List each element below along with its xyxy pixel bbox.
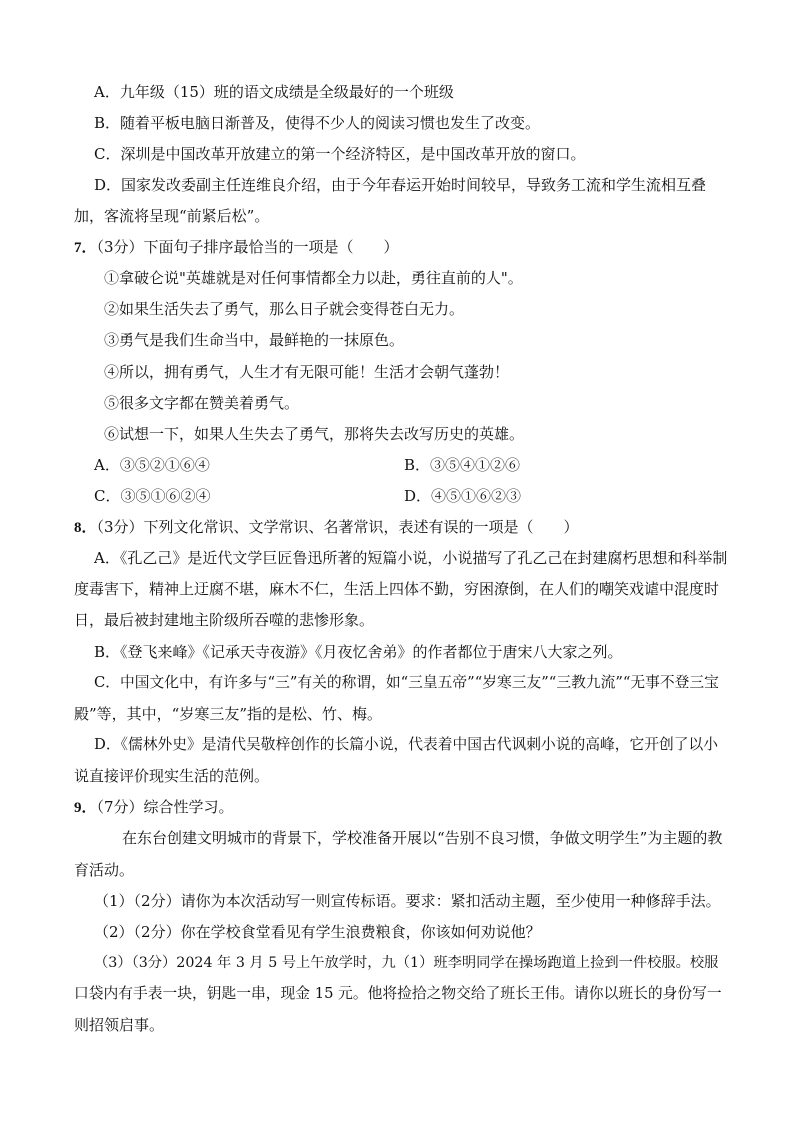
q7-sentence-3: ③勇气是我们生命当中，最鲜艳的一抹原色。 bbox=[104, 331, 405, 349]
q7-sentence-1: ①拿破仑说"英雄就是对任何事情都全力以赴，勇往直前的人"。 bbox=[104, 269, 523, 287]
q8-option-a-line1: A．《孔乙己》是近代文学巨匠鲁迅所著的短篇小说，小说描写了孔乙己在封建腐朽思想和科举制 bbox=[94, 549, 728, 567]
q8-number: 8． bbox=[74, 520, 97, 536]
q8-option-d-line1: D．《儒林外史》是清代吴敬梓创作的长篇小说，代表着中国古代讽刺小说的高峰，它开创了以小 bbox=[94, 736, 718, 753]
q9-sub-3-line1: （3）（3分）2024 年 3 月 5 号上午放学时，九（1）班李明同学在操场跑道上捡到一件校服。校服 bbox=[94, 955, 719, 971]
q9-sub-3-line2: 口袋内有手表一块，钥匙一串，现金 15 元。他将捡拾之物交给了班长王伟。请你以班长的身份写一 bbox=[74, 985, 722, 1002]
q7-option-a: A．③⑤②①⑥④ bbox=[94, 456, 210, 474]
q8-option-b: B．《登飞来峰》《记承天寺夜游》《月夜忆舍弟》的作者都位于唐宋八大家之列。 bbox=[94, 643, 623, 661]
q8-stem-text: （3分）下列文化常识、文学常识、名著常识，表述有误的一项是（ ） bbox=[96, 518, 579, 536]
q6-option-a: A．九年级（15）班的语文成绩是全级最好的一个班级 bbox=[94, 83, 454, 101]
q9-stem-text: （7分）综合性学习。 bbox=[96, 798, 234, 816]
q7-sentence-4: ④所以，拥有勇气，人生才有无限可能！生活才会朝气蓬勃！ bbox=[104, 363, 510, 381]
q8-option-c-line2: 殿”等，其中，“岁寒三友”指的是松、竹、梅。 bbox=[74, 705, 383, 723]
q7-number: 7． bbox=[74, 240, 97, 256]
q7-sentence-6: ⑥试想一下，如果人生失去了勇气，那将失去改写历史的英雄。 bbox=[104, 425, 525, 443]
q7-option-d: D．④⑤①⑥②③ bbox=[404, 487, 522, 505]
q7-stem-text: （3分）下面句子排序最恰当的一项是（ ） bbox=[96, 238, 399, 256]
q7-sentence-2: ②如果生活失去了勇气，那么日子就会变得苍白无力。 bbox=[104, 300, 465, 318]
q8-option-a-line3: 日，最后被封建地主阶级所吞噬的悲惨形象。 bbox=[74, 611, 375, 629]
q9-stem bbox=[74, 797, 234, 818]
q9-sub-1: （1）（2分）请你为本次活动写一则宣传标语。要求：紧扣活动主题，至少使用一种修辞手法。 bbox=[94, 892, 721, 910]
q8-option-a-line2: 度毒害下，精神上迂腐不堪，麻木不仁，生活上四体不勤，穷困潦倒，在人们的嘲笑戏谑中混度时 bbox=[74, 580, 720, 598]
q6-option-d-line2: 加，客流将呈现“前紧后松”。 bbox=[74, 207, 270, 225]
q9-intro-line1: 在东台创建文明城市的背景下，学校准备开展以“告别不良习惯，争做文明学生”为主题的教 bbox=[122, 829, 723, 847]
q9-sub-2: （2）（2分）你在学校食堂看见有学生浪费粮食，你该如何劝说他？ bbox=[94, 923, 541, 941]
q7-option-b: B．③⑤④①②⑥ bbox=[404, 456, 521, 474]
q8-option-d-line2: 说直接评价现实生活的范例。 bbox=[74, 767, 270, 785]
q7-sentence-5: ⑤很多文字都在赞美着勇气。 bbox=[104, 394, 300, 412]
q6-option-b: B．随着平板电脑日渐普及，使得不少人的阅读习惯也发生了改变。 bbox=[94, 114, 541, 132]
q9-number: 9． bbox=[74, 800, 97, 816]
q8-option-c-line1: C．中国文化中，有许多与“三”有关的称谓，如“三皇五帝”“岁寒三友”“三教九流”“无事不登三宝 bbox=[94, 674, 719, 691]
q9-sub-3-line3: 则招领启事。 bbox=[74, 1016, 165, 1034]
q7-stem bbox=[74, 237, 399, 258]
q7-option-c: C．③⑤①⑥②④ bbox=[94, 487, 211, 505]
q9-intro-line2: 育活动。 bbox=[74, 861, 135, 879]
q8-stem bbox=[74, 517, 579, 538]
q6-option-c: C．深圳是中国改革开放建立的第一个经济特区，是中国改革开放的窗口。 bbox=[94, 145, 586, 163]
q6-option-d-line1: D．国家发改委副主任连维良介绍，由于今年春运开始时间较早，导致务工流和学生流相互叠 bbox=[94, 176, 707, 194]
